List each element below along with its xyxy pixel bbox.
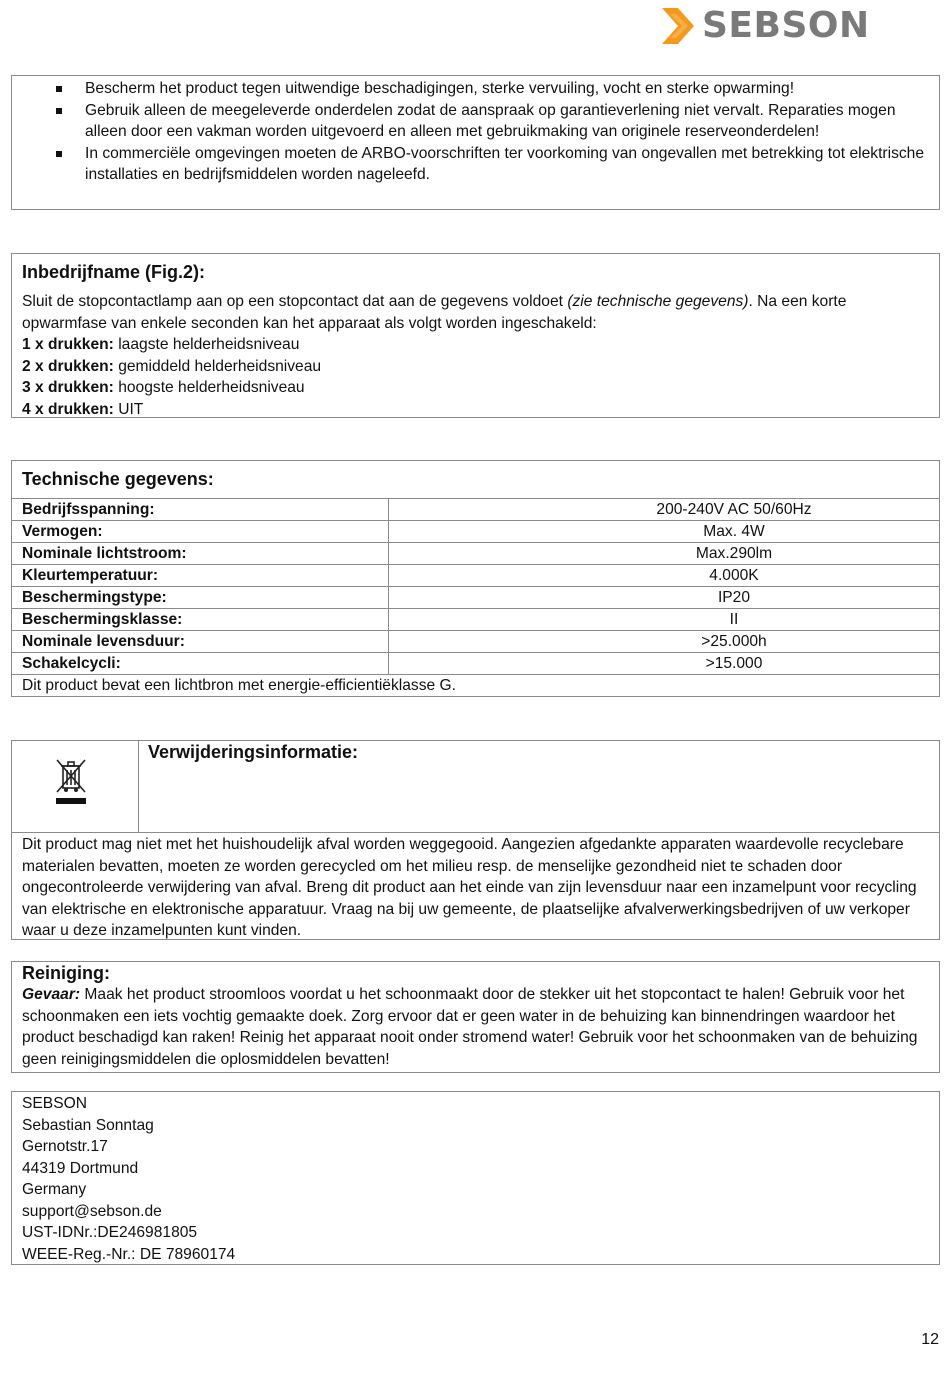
- bullet-square-icon: [56, 151, 62, 157]
- disposal-icon-cell: [12, 741, 139, 832]
- table-row: Nominale lichtstroom: Max.290lm: [12, 543, 939, 565]
- table-row: [12, 675, 939, 697]
- address-line: Gernotstr.17: [22, 1138, 108, 1155]
- technical-title: Technische gegevens:: [22, 469, 214, 489]
- startup-section: [11, 253, 940, 418]
- table-row: Vermogen: Max. 4W: [12, 521, 939, 543]
- safety-notes-box: [11, 75, 940, 210]
- startup-title: Inbedrijfname (Fig.2):: [22, 262, 206, 282]
- address-line: WEEE-Reg.-Nr.: DE 78960174: [22, 1245, 236, 1263]
- cleaning-section: [11, 961, 940, 1073]
- list-item: Gebruik alleen de meegeleverde onderdelen zodat de aanspraak op garantieverlening niet vervalt. Reparaties mogen alleen door een vakman worden uitgevoerd en alleen met gebruikmaking van originele reserveonderdelen!: [12, 100, 929, 143]
- address-line: SEBSON: [22, 1095, 87, 1112]
- startup-step: 2 x drukken: gemiddeld helderheidsniveau: [22, 357, 322, 375]
- page-number: 12: [921, 1331, 939, 1348]
- logo-chevron-icon: [660, 6, 700, 46]
- table-row: Kleurtemperatuur: 4.000K: [12, 565, 939, 587]
- safety-list: [12, 78, 929, 186]
- cleaning-title: Reiniging:: [22, 963, 110, 983]
- startup-intro: Sluit de stopcontactlamp aan op een stopcontact dat aan de gegevens voldoet (zie technische gegevens). Na een korte opwarmfase van enkele seconden kan het apparaat als volgt worden ingeschakeld:: [22, 293, 847, 332]
- startup-step: 4 x drukken: UIT: [22, 400, 144, 418]
- cleaning-text: Gevaar: Maak het product stroomloos voordat u het schoonmaakt door de stekker uit het stopcontact te halen! Gebruik voor het schoonmaken een iets vochtig gemaakte doek. Zorg ervoor dat er geen water in de behuizing kan binnendringen waardoor het product beschadigd kan raken! Reinig het apparaat nooit onder stromend water! Gebruik voor het schoonmaken van de behuizing geen reinigingsmiddelen die oplosmiddelen bevatten!: [22, 986, 918, 1068]
- startup-step: 1 x drukken: laagste helderheidsniveau: [22, 336, 300, 353]
- address-line: Sebastian Sonntag: [22, 1116, 154, 1134]
- startup-step: 3 x drukken: hoogste helderheidsniveau: [22, 379, 305, 396]
- sebson-logo: [660, 4, 880, 48]
- technical-table: [12, 498, 939, 696]
- table-row: Beschermingstype: IP20: [12, 587, 939, 609]
- address-line: 44319 Dortmund: [22, 1159, 139, 1177]
- bullet-square-icon: [56, 86, 62, 92]
- address-line: UST-IDNr.:DE246981805: [22, 1224, 198, 1241]
- technical-footnote: Dit product bevat een lichtbron met energie-efficientiëklasse G.: [12, 675, 939, 697]
- disposal-section: [11, 740, 940, 940]
- address-line: support@sebson.de: [22, 1202, 162, 1220]
- danger-label: Gevaar:: [22, 986, 81, 1003]
- table-row: Bedrijfsspanning: 200-240V AC 50/60Hz: [12, 499, 939, 521]
- table-row: Beschermingsklasse: II: [12, 609, 939, 631]
- table-row: Nominale levensduur: >25.000h: [12, 631, 939, 653]
- list-item: In commerciële omgevingen moeten de ARBO-voorschriften ter voorkoming van ongevallen met betrekking tot elektrische installaties en bedrijfsmiddelen worden nageleefd.: [12, 143, 929, 186]
- logo-text: SEBSON: [702, 5, 870, 46]
- table-row: Schakelcycli: >15.000: [12, 653, 939, 675]
- disposal-title: Verwijderingsinformatie:: [148, 742, 359, 762]
- bullet-square-icon: [56, 108, 62, 114]
- address-line: Germany: [22, 1181, 87, 1198]
- technical-data-section: [11, 460, 940, 697]
- weee-crossed-bin-icon: [54, 758, 88, 808]
- address-block: [11, 1091, 940, 1265]
- list-item: Bescherm het product tegen uitwendige beschadigingen, sterke vervuiling, vocht en sterke opwarming!: [12, 78, 929, 100]
- disposal-text: Dit product mag niet met het huishoudelijk afval worden weggegooid. Aangezien afgedankte apparaten waardevolle recyclebare materialen bevatten, moeten ze worden gerecycled om het milieu resp. de menselijke gezondheid niet te schaden door ongecontroleerde verwijdering van afval. Breng dit product aan het einde van zijn levensduur naar een inzamelpunt voor recycling van elektrische en elektronische apparatuur. Vraag na bij uw gemeente, de plaatselijke afvalverwerkingsbedrijven of uw verkoper waar u deze inzamelpunten kunt vinden.: [12, 832, 939, 942]
